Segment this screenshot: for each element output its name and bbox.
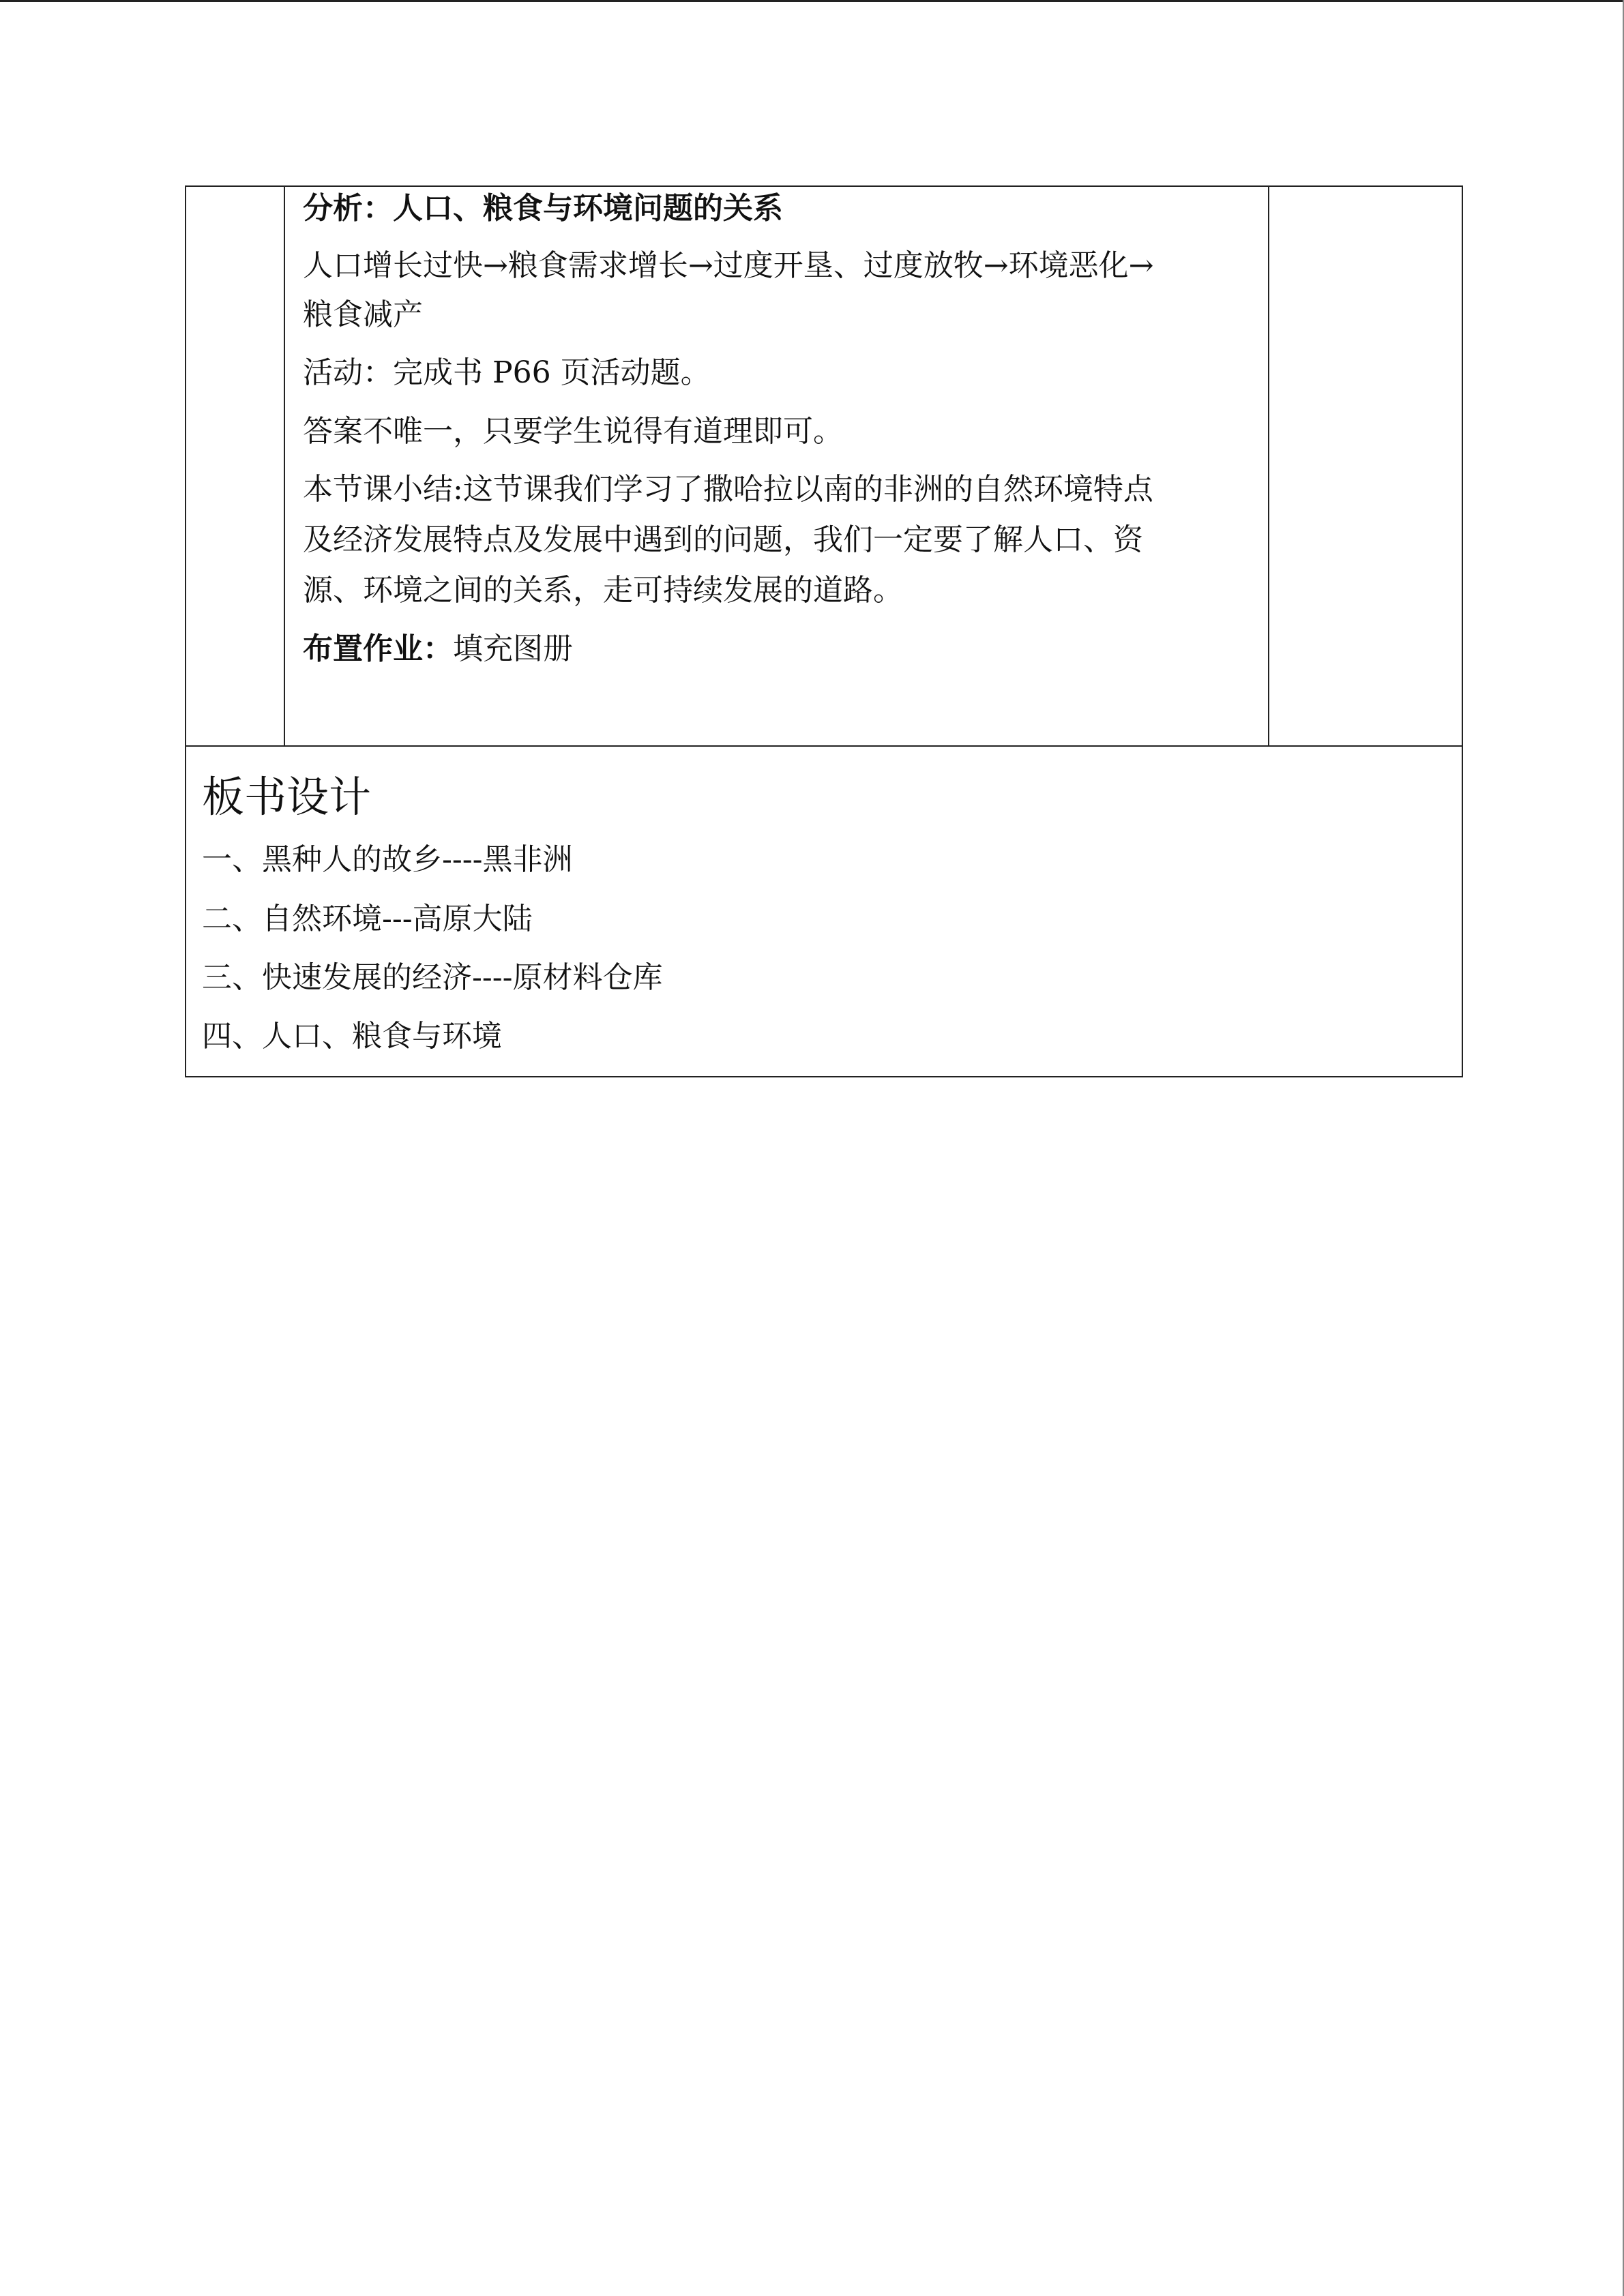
board-design-section [185,745,1463,1077]
table-column-divider-left [284,187,285,745]
board-item-1: 一、黑种人的故乡----黑非洲 [202,842,573,877]
summary-line-3: 源、环境之间的关系，走可持续发展的道路。 [303,573,903,608]
board-design-title: 板书设计 [202,772,372,822]
analysis-heading: 分析：人口、粮食与环境问题的关系 [303,191,783,226]
board-item-2: 二、自然环境---高原大陆 [202,901,533,936]
lesson-content-cell [303,187,1265,745]
board-item-4: 四、人口、粮食与环境 [202,1019,502,1054]
lesson-process-table [185,185,1463,747]
board-item-3: 三、快速发展的经济----原材料仓库 [202,960,663,995]
cause-effect-chain-line-2: 粮食减产 [303,297,423,332]
summary-line-2: 及经济发展特点及发展中遇到的问题，我们一定要了解人口、资 [303,522,1143,557]
homework-text: 填充图册 [453,631,573,666]
homework-line [303,630,573,668]
summary-line-1: 本节课小结:这节课我们学习了撒哈拉以南的非洲的自然环境特点 [303,472,1153,507]
table-column-divider-right [1268,187,1269,745]
homework-label: 布置作业： [303,631,453,666]
activity-text: 活动：完成书 P66 页活动题。 [303,355,711,390]
cause-effect-chain-line-1: 人口增长过快→粮食需求增长→过度开垦、过度放牧→环境恶化→ [303,248,1154,283]
page-top-border [0,0,1624,2]
answer-note: 答案不唯一，只要学生说得有道理即可。 [303,414,843,449]
